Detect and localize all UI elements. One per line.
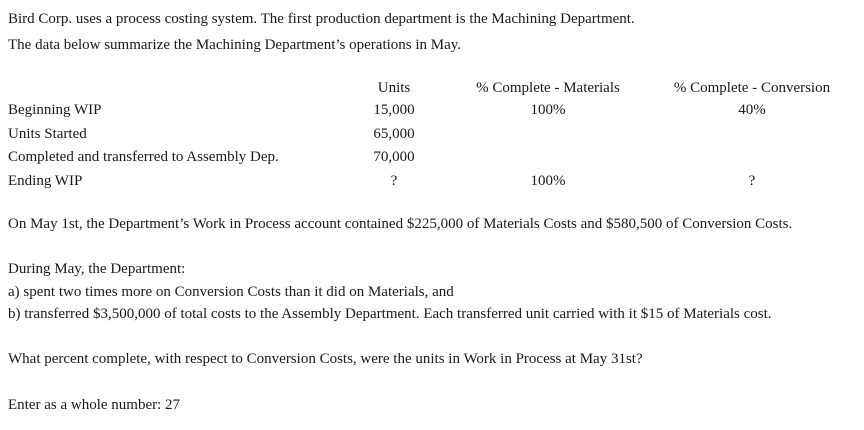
row-units: 15,000 bbox=[373, 102, 415, 118]
during-heading: During May, the Department: bbox=[8, 261, 186, 277]
row-materials: 100% bbox=[530, 173, 566, 189]
row-conversion: 40% bbox=[738, 102, 766, 118]
row-units: 70,000 bbox=[373, 149, 415, 165]
header-materials: % Complete - Materials bbox=[476, 80, 620, 96]
row-label: Ending WIP bbox=[8, 173, 83, 189]
intro-line-1: Bird Corp. uses a process costing system. The first production department is the Machining Department. bbox=[8, 11, 635, 27]
row-label: Units Started bbox=[8, 126, 87, 142]
answer-line: Enter as a whole number: 27 bbox=[8, 397, 181, 413]
row-label: Completed and transferred to Assembly Dep. bbox=[8, 149, 279, 165]
row-units: ? bbox=[390, 173, 398, 189]
row-label: Beginning WIP bbox=[8, 102, 102, 118]
header-units: Units bbox=[377, 80, 411, 96]
row-materials: 100% bbox=[530, 102, 566, 118]
may1-paragraph: On May 1st, the Department’s Work in Process account contained $225,000 of Materials Costs and $580,500 of Conversion Costs. bbox=[8, 216, 793, 232]
during-item-b: b) transferred $3,500,000 of total costs to the Assembly Department. Each transferred unit carried with it $15 of Materials cost. bbox=[8, 306, 772, 322]
during-item-a: a) spent two times more on Conversion Costs than it did on Materials, and bbox=[8, 284, 454, 300]
header-conversion: % Complete - Conversion bbox=[673, 80, 831, 96]
question-text: What percent complete, with respect to Conversion Costs, were the units in Work in Process at May 31st? bbox=[8, 351, 643, 367]
row-units: 65,000 bbox=[373, 126, 415, 142]
intro-line-2: The data below summarize the Machining Department’s operations in May. bbox=[8, 37, 462, 53]
row-conversion: ? bbox=[748, 173, 756, 189]
